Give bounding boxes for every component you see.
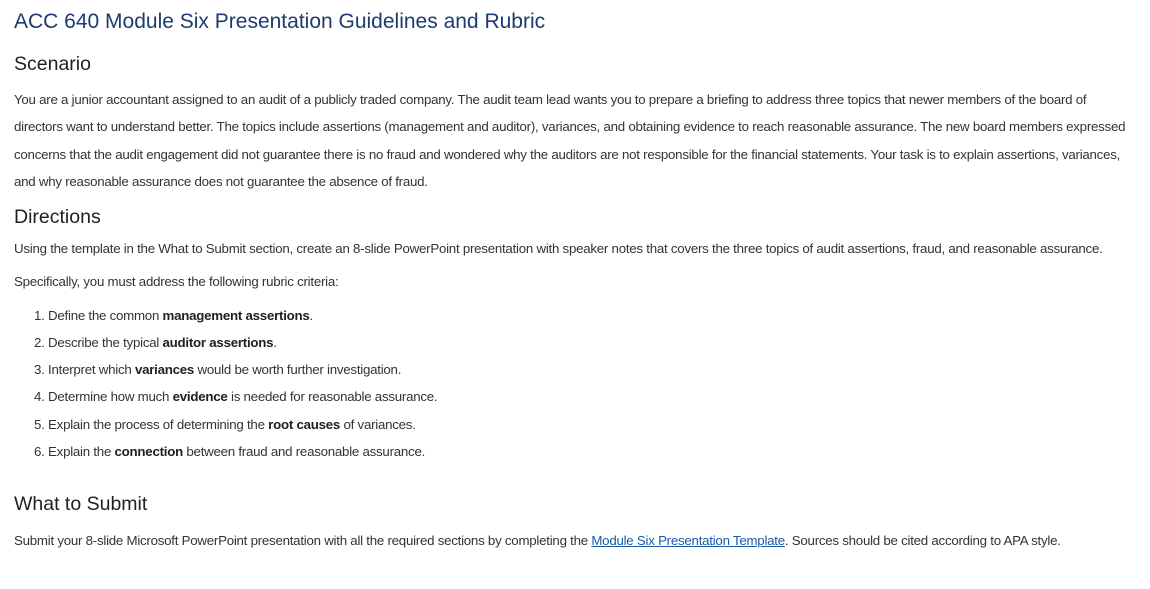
list-number: 6. bbox=[34, 443, 45, 459]
list-item bbox=[34, 411, 1136, 438]
criterion-keyword: evidence bbox=[172, 389, 228, 405]
criterion-text: Describe the typical bbox=[48, 334, 163, 350]
list-number: 3. bbox=[34, 362, 45, 378]
criterion-keyword: management assertions bbox=[162, 307, 310, 323]
criterion-keyword: connection bbox=[114, 443, 183, 459]
criterion-text: Interpret which bbox=[48, 362, 135, 378]
list-number: 5. bbox=[34, 416, 45, 432]
page-title: ACC 640 Module Six Presentation Guidelines and Rubric bbox=[14, 10, 546, 33]
criterion-text: Explain the process of determining the bbox=[48, 416, 269, 432]
rubric-criteria-list bbox=[14, 302, 1136, 465]
list-item bbox=[34, 302, 1136, 329]
list-number: 2. bbox=[34, 334, 45, 350]
directions-heading: Directions bbox=[14, 206, 101, 229]
criterion-text: Explain the bbox=[48, 443, 115, 459]
list-item bbox=[34, 438, 1136, 465]
list-number: 1. bbox=[34, 307, 45, 323]
list-number: 4. bbox=[34, 389, 45, 405]
criterion-text: Determine how much bbox=[48, 389, 173, 405]
criterion-text-end: would be worth further investigation. bbox=[194, 362, 402, 378]
criterion-text-end: of variances. bbox=[340, 416, 416, 432]
criterion-text-end: is needed for reasonable assurance. bbox=[227, 389, 438, 405]
criteria-intro: Specifically, you must address the following rubric criteria: bbox=[14, 274, 339, 290]
presentation-template-link[interactable]: Module Six Presentation Template bbox=[591, 533, 785, 548]
directions-paragraph: Using the template in the What to Submit section, create an 8-slide PowerPoint presentation with speaker notes that covers the three topics of audit assertions, fraud, and reasonable assurance. bbox=[14, 241, 1103, 257]
list-item bbox=[34, 329, 1136, 356]
list-item bbox=[34, 356, 1136, 383]
scenario-paragraph: You are a junior accountant assigned to an audit of a publicly traded company. The audit team lead wants you to prepare a briefing to address three topics that newer members of the board of directors want to understand better. The topics include assertions (management and auditor), variances, and obtaining evidence to reach reasonable assurance. The new board members expressed concerns that the audit engagement did not guarantee there is no fraud and wondered why the auditors are not responsible for the financial statements. Your task is to explain assertions, variances, and why reasonable assurance does not guarantee the absence of fraud. bbox=[14, 92, 1126, 189]
criterion-text-end: . bbox=[273, 334, 277, 350]
criterion-text-end: between fraud and reasonable assurance. bbox=[182, 443, 426, 459]
scenario-heading: Scenario bbox=[14, 53, 91, 75]
submit-text-end: . Sources should be cited according to APA style. bbox=[784, 533, 1061, 548]
criterion-text-end: . bbox=[309, 307, 313, 323]
criterion-keyword: auditor assertions bbox=[162, 334, 274, 350]
what-to-submit-paragraph bbox=[14, 527, 1136, 554]
criterion-keyword: root causes bbox=[268, 416, 341, 432]
submit-text-start: Submit your 8-slide Microsoft PowerPoint presentation with all the required sections by completing the bbox=[14, 533, 592, 548]
criterion-keyword: variances bbox=[134, 362, 195, 378]
list-item bbox=[34, 383, 1136, 410]
criterion-text: Define the common bbox=[48, 307, 163, 323]
what-to-submit-heading: What to Submit bbox=[14, 493, 148, 515]
